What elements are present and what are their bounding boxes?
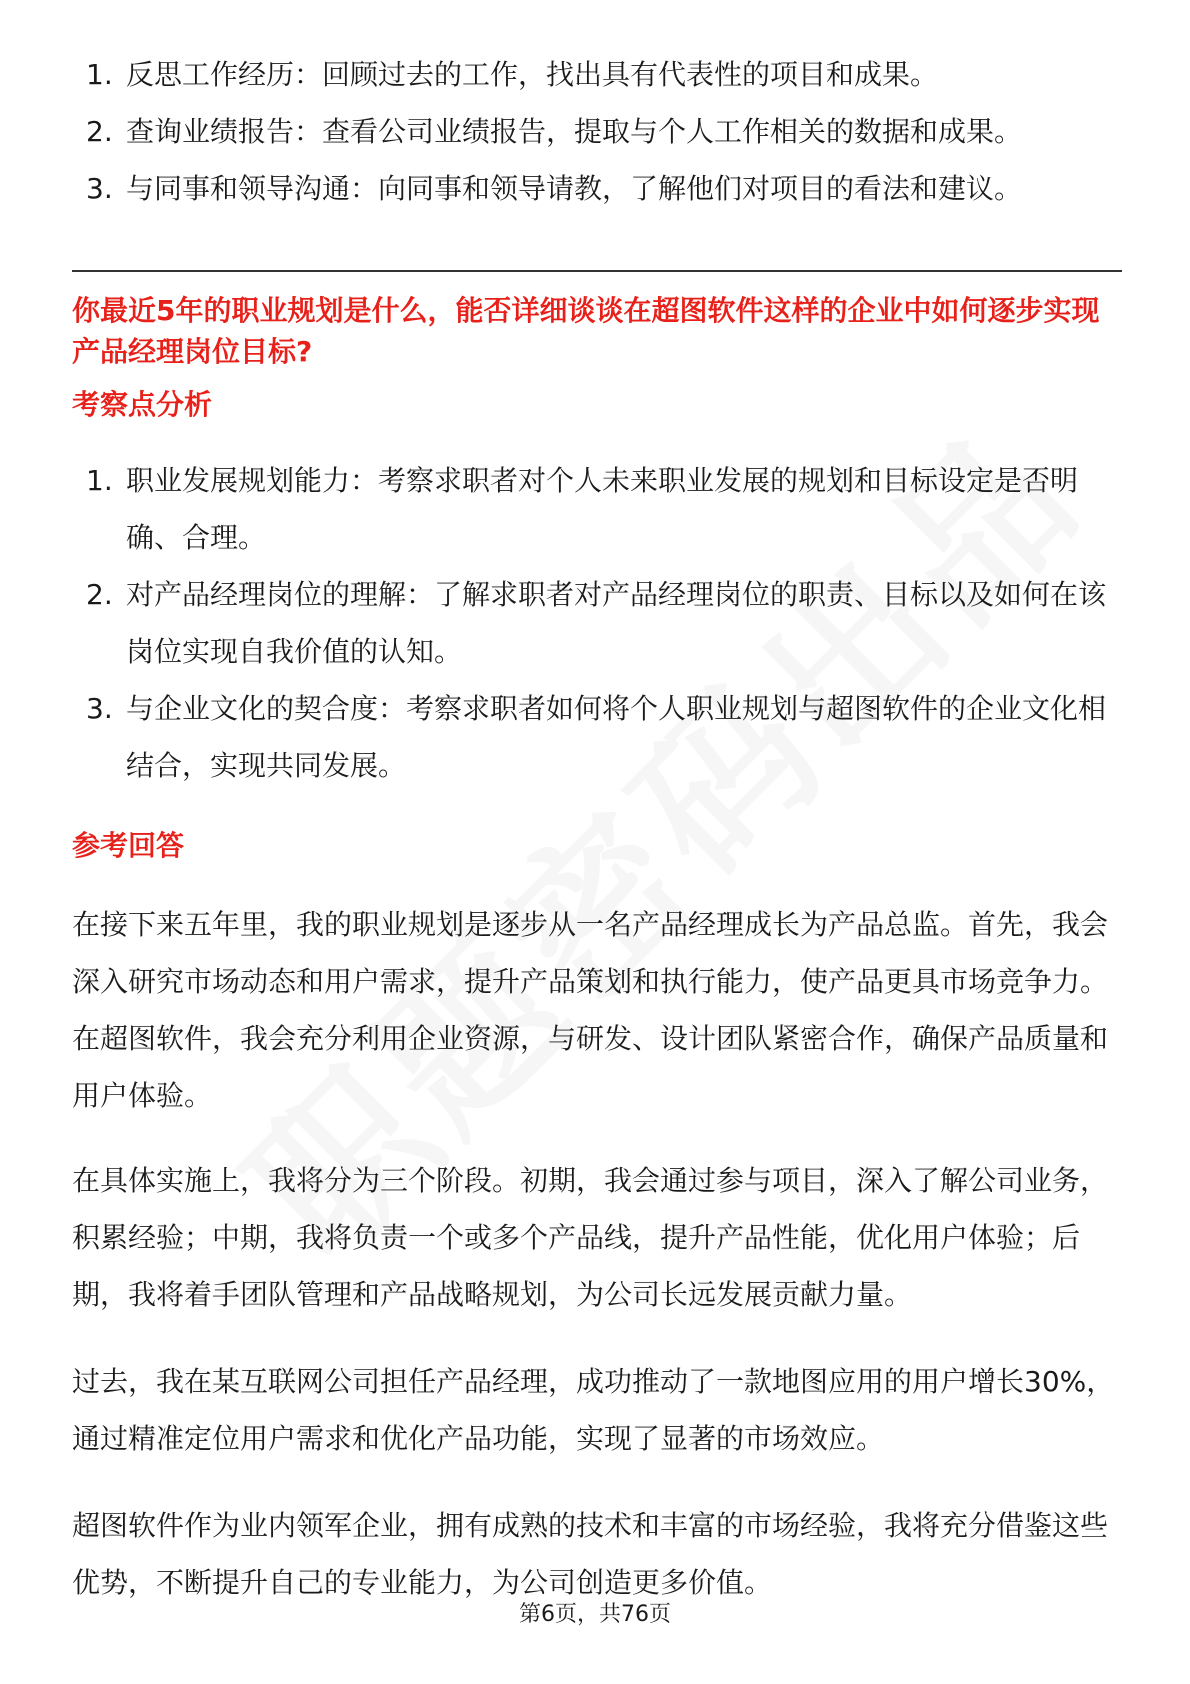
list-item-text: 对产品经理岗位的理解：了解求职者对产品经理岗位的职责、目标以及如何在该岗位实现自我价值的认知。 [126, 578, 1107, 668]
analysis-heading: 考察点分析 [72, 388, 213, 421]
list-item-number: 1. [86, 464, 113, 497]
answer-paragraph: 在接下来五年里，我的职业规划是逐步从一名产品经理成长为产品总监。首先，我会深入研究市场动态和用户需求，提升产品策划和执行能力，使产品更具市场竞争力。在超图软件，我会充分利用企业资源，与研发、设计团队紧密合作，确保产品质量和用户体验。 [72, 908, 1109, 1112]
list-item-text: 反思工作经历：回顾过去的工作，找出具有代表性的项目和成果。 [126, 58, 939, 91]
list-item-number: 2. [86, 578, 113, 611]
list-item-text: 与同事和领导沟通：向同事和领导请教，了解他们对项目的看法和建议。 [126, 172, 1023, 205]
reference-heading: 参考回答 [72, 829, 185, 862]
list-item-number: 1. [86, 58, 113, 91]
answer-paragraph: 在具体实施上，我将分为三个阶段。初期，我会通过参与项目，深入了解公司业务，积累经验；中期，我将负责一个或多个产品线，提升产品性能，优化用户体验；后期，我将着手团队管理和产品战略规划，为公司长远发展贡献力量。 [72, 1164, 1109, 1311]
list-item-text: 与企业文化的契合度：考察求职者如何将个人职业规划与超图软件的企业文化相结合，实现共同发展。 [126, 692, 1107, 782]
list-item-number: 3. [86, 172, 113, 205]
list-item-text: 查询业绩报告：查看公司业绩报告，提取与个人工作相关的数据和成果。 [126, 115, 1023, 148]
list-item [72, 46, 1122, 103]
section-divider [72, 270, 1122, 272]
experience-steps-list [72, 46, 1122, 217]
interview-question: 你最近5年的职业规划是什么，能否详细谈谈在超图软件这样的企业中如何逐步实现产品经理岗位目标? [72, 294, 1100, 368]
list-item-text: 职业发展规划能力：考察求职者对个人未来职业发展的规划和目标设定是否明确、合理。 [126, 464, 1079, 554]
list-item [72, 680, 1122, 794]
list-item [72, 452, 1122, 566]
answer-paragraph: 超图软件作为业内领军企业，拥有成熟的技术和丰富的市场经验，我将充分借鉴这些优势，不断提升自己的专业能力，为公司创造更多价值。 [72, 1509, 1109, 1599]
list-item-number: 2. [86, 115, 113, 148]
list-item [72, 566, 1122, 680]
list-item [72, 103, 1122, 160]
list-item [72, 160, 1122, 217]
page-number: 第6页，共76页 [519, 1602, 671, 1627]
answer-paragraph: 过去，我在某互联网公司担任产品经理，成功推动了一款地图应用的用户增长30%，通过精准定位用户需求和优化产品功能，实现了显著的市场效应。 [72, 1365, 1115, 1455]
list-item-number: 3. [86, 692, 113, 725]
analysis-list [72, 452, 1122, 794]
